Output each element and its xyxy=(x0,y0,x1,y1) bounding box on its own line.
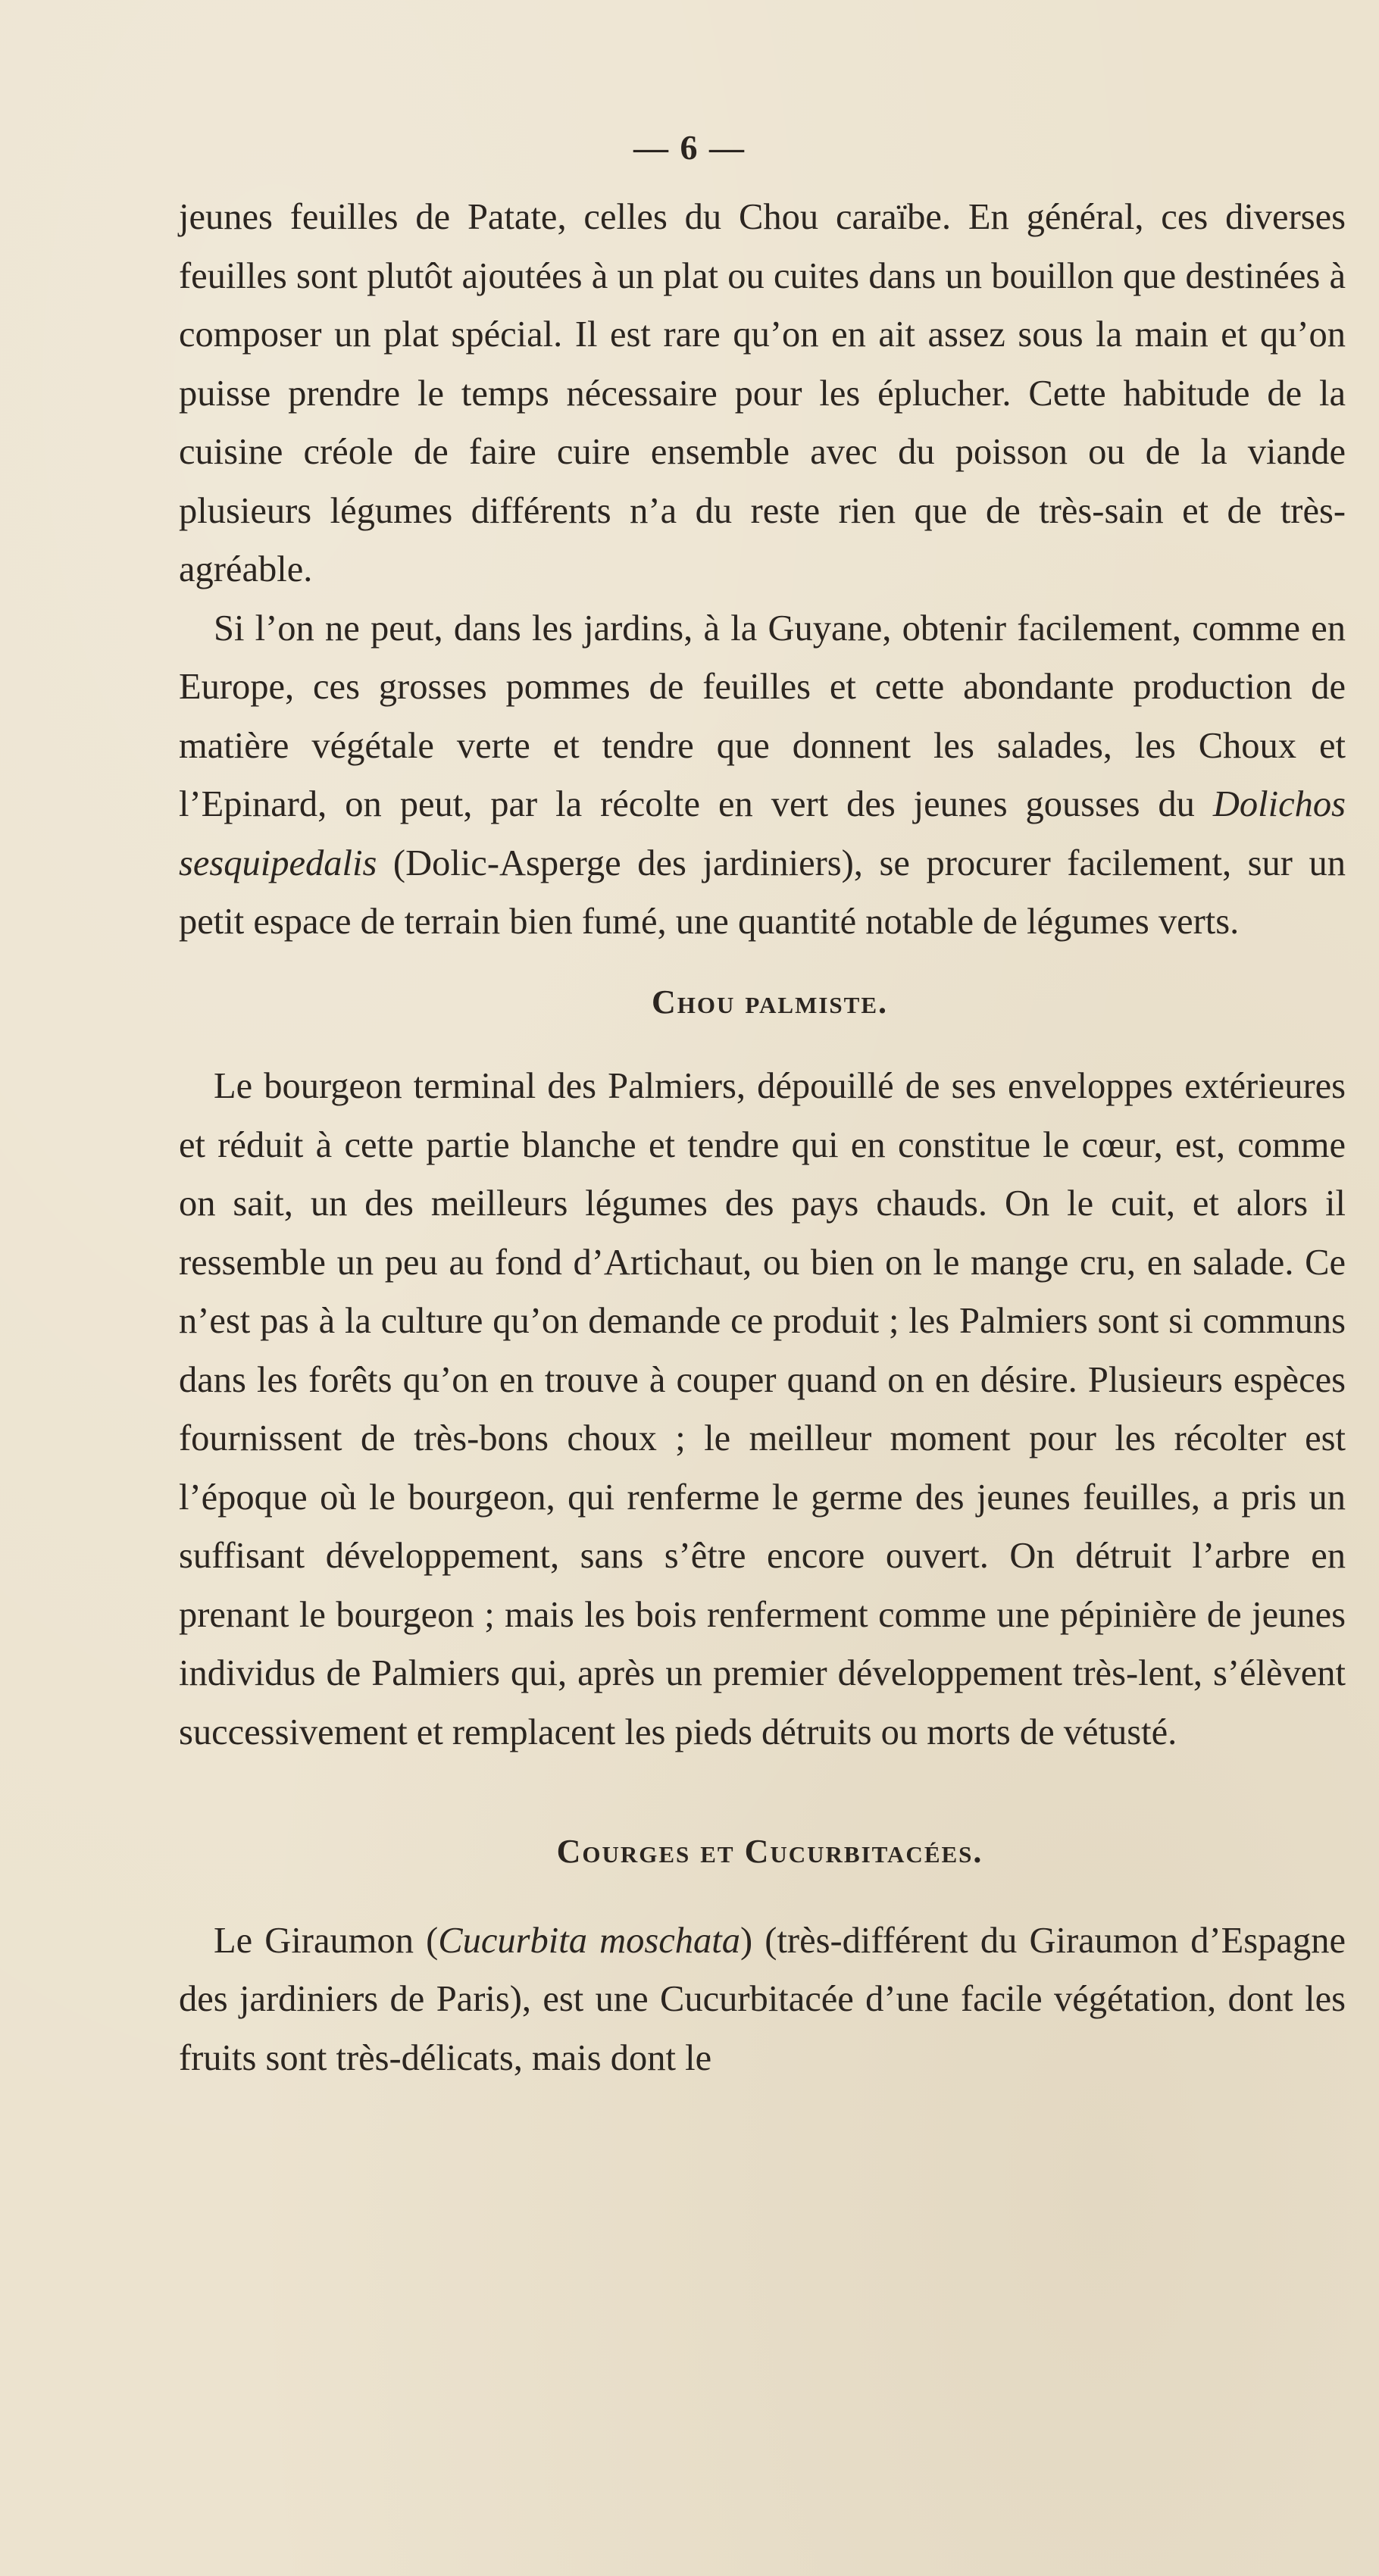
page-number: — 6 — xyxy=(633,128,746,167)
paragraph-jardins xyxy=(179,599,1346,952)
paragraph-chou-palmiste: Le bourgeon terminal des Palmiers, dépouillé de ses enveloppes extérieures et réduit à cette partie blanche et tendre qui en constitue le cœur, est, comme on sait, un des meilleurs légumes des pays chauds. On le cuit, et alors il ressemble un peu au fond d’Artichaut, ou bien on le mange cru, en salade. Ce n’est pas à la culture qu’on demande ce produit ; les Palmiers sont si communs dans les forêts qu’on en trouve à couper quand on en désire. Plusieurs espèces fournissent de très-bons choux ; le meilleur moment pour les récolter est l’époque où le bourgeon, qui renferme le germe des jeunes feuilles, a pris un suffisant développement, sans s’être encore ouvert. On détruit l’arbre en prenant le bourgeon ; mais les bois renferment comme une pépinière de jeunes individus de Palmiers qui, après un premier développement très-lent, s’élèvent successivement et remplacent les pieds détruits ou morts de vétusté. xyxy=(179,1066,1346,1752)
paragraph-giraumon-text-end: ) (très-différent du Giraumon d’Espagne des jardiniers de Paris), est une Cucurbitacée d’une facile végétation, dont les fruits sont très-délicats, mais dont le xyxy=(179,1920,1346,2078)
paragraph-feuilles: jeunes feuilles de Patate, celles du Chou caraïbe. En général, ces diverses feuilles sont plutôt ajoutées à un plat ou cuites dans un bouillon que destinées à composer un plat spécial. Il est rare qu’on en ait assez sous la main et qu’on puisse prendre le temps nécessaire pour les éplucher. Cette habitude de la cuisine créole de faire cuire ensemble avec du poisson ou de la viande plusieurs légumes différents n’a du reste rien que de très-sain et de très-agréable. xyxy=(179,197,1346,589)
section-heading-chou-palmiste: Chou palmiste. xyxy=(651,983,888,1021)
paragraph-giraumon-text-start: Le Giraumon ( xyxy=(214,1920,439,1961)
section-heading-courges: Courges et Cucurbitacées. xyxy=(556,1833,983,1870)
species-name-dolichos: Dolichos sesquipedalis xyxy=(179,784,1346,883)
page-body xyxy=(179,188,1346,2087)
paragraph-jardins-text-end: (Dolic-Asperge des jardiniers), se procurer facilement, sur un petit espace de terrain bien fumé, une quantité notable de légumes verts. xyxy=(179,843,1346,942)
paragraph-giraumon xyxy=(179,1912,1346,2088)
paragraph-jardins-text-start: Si l’on ne peut, dans les jardins, à la Guyane, obtenir facilement, comme en Europe, ces grosses pommes de feuilles et cette abondante production de matière végétale verte et tendre que donnent les salades, les Choux et l’Epinard, on peut, par la récolte en vert des jeunes gousses du xyxy=(179,608,1346,824)
species-name-cucurbita: Cucurbita moschata xyxy=(438,1920,740,1961)
